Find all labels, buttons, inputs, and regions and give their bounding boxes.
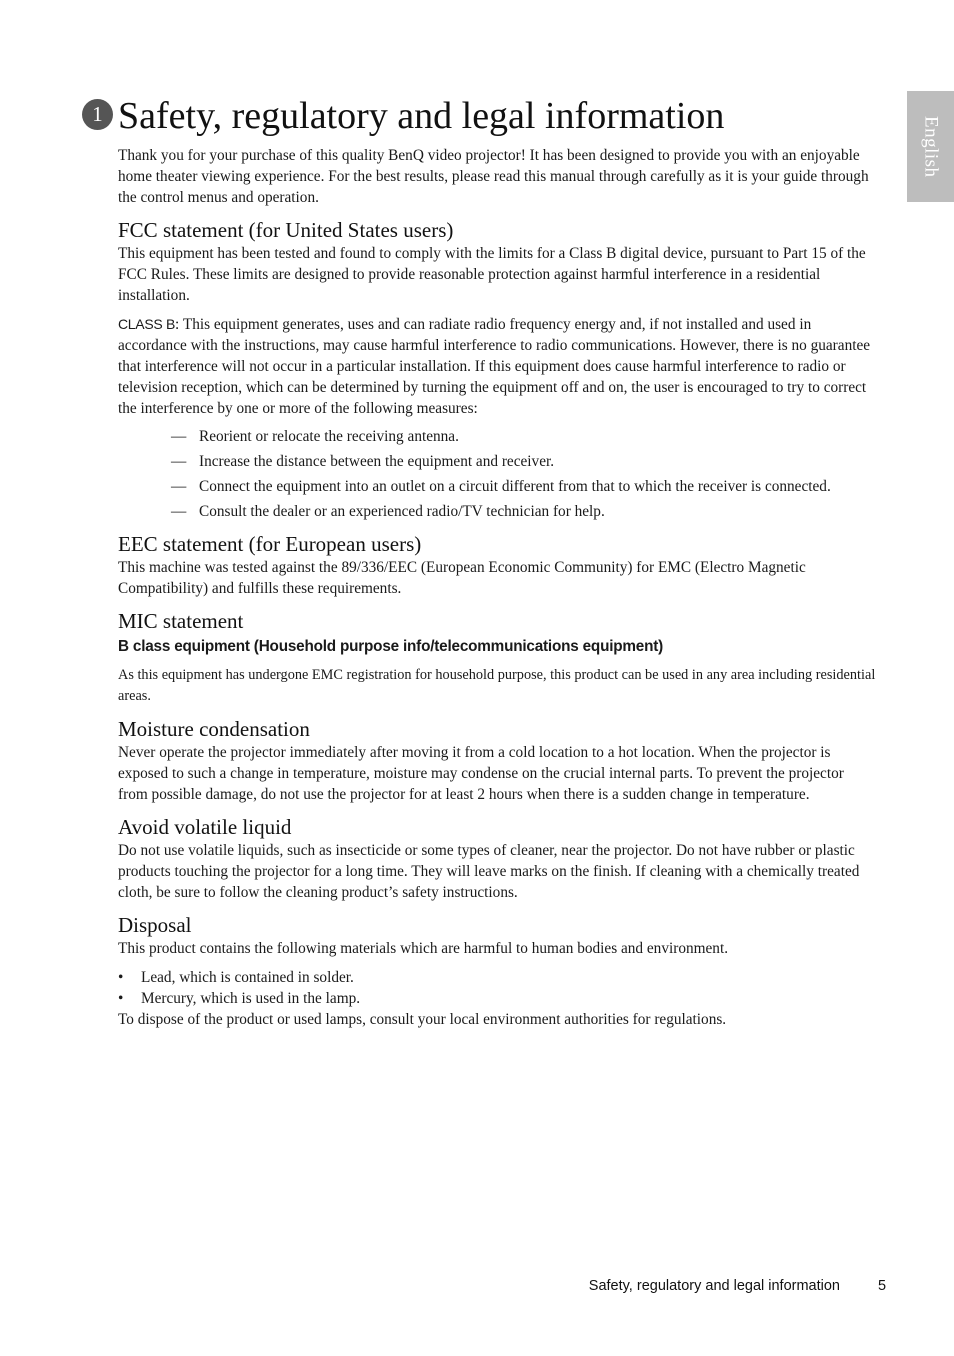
eec-heading: EEC statement (for European users) (118, 532, 422, 556)
language-tab[interactable] (907, 91, 954, 202)
list-item-text: Mercury, which is used in the lamp. (141, 990, 361, 1007)
bullet-marker: • (118, 969, 124, 986)
fcc-paragraph-1: This equipment has been tested and found to comply with the limits for a Class B digital device, pursuant to Part 15 of the FCC Rules. These limits are designed to provide reasonable protection against harmful interference in a residential installation. (118, 245, 866, 304)
list-item-text: Consult the dealer or an experienced radio/TV technician for help. (199, 503, 605, 520)
mic-subheading: B class equipment (Household purpose info/telecommunications equipment) (118, 638, 664, 655)
fcc-heading: FCC statement (for United States users) (118, 218, 454, 242)
list-item (118, 426, 876, 447)
fcc-paragraph-2-text: : This equipment generates, uses and can radiate radio frequency energy and, if not installed and used in accordance with the instructions, may cause harmful interference to radio communications. However, there is no guarantee that interference will not occur in a particular installation. If this equipment does cause harmful interference to radio or television reception, which can be determined by turning the equipment off and on, the user is encouraged to try to correct the interference by one or more of the following measures: (118, 316, 871, 417)
list-item (118, 451, 876, 472)
dash-marker: — (171, 478, 187, 495)
footer-title: Safety, regulatory and legal information (588, 1278, 840, 1294)
dash-marker: — (171, 503, 187, 520)
mic-heading: MIC statement (118, 609, 244, 633)
list-item-text: Increase the distance between the equipment and receiver. (199, 453, 555, 470)
page-title: Safety, regulatory and legal information (118, 95, 725, 137)
list-item (118, 967, 876, 988)
moisture-paragraph: Never operate the projector immediately after moving it from a cold location to a hot location. When the projector is exposed to such a change in temperature, moisture may condense on the crucial internal parts. To prevent the projector from possible damage, do not use the projector for at least 2 hours when there is a sudden change in temperature. (118, 744, 844, 803)
list-item (118, 988, 876, 1009)
list-item-text: Lead, which is contained in solder. (141, 969, 354, 986)
list-item (118, 501, 876, 522)
volatile-paragraph: Do not use volatile liquids, such as insecticide or some types of cleaner, near the projector. Do not have rubber or plastic products touching the projector for a long time. They will leave marks on the finish. If cleaning with a chemically treated cloth, be sure to follow the cleaning product’s safety instructions. (118, 842, 860, 901)
list-item (118, 476, 876, 497)
language-tab-label: English (920, 115, 942, 178)
mic-paragraph: As this equipment has undergone EMC registration for household purpose, this product can be used in any area including residential areas. (118, 667, 876, 704)
chapter-number-badge: 1 (82, 99, 113, 130)
intro-paragraph: Thank you for your purchase of this quality BenQ video projector! It has been designed to provide you with an enjoyable home theater viewing experience. For the best results, please read this manual through carefully as it is your guide through the control menus and operation. (118, 147, 869, 206)
disposal-materials-list (118, 967, 876, 1009)
page-number: 5 (878, 1278, 887, 1294)
list-item-text: Reorient or relocate the receiving antenna. (199, 428, 459, 445)
disposal-paragraph: This product contains the following materials which are harmful to human bodies and environment. (118, 940, 729, 957)
volatile-heading: Avoid volatile liquid (118, 815, 292, 839)
disposal-closing: To dispose of the product or used lamps, consult your local environment authorities for regulations. (118, 1011, 727, 1028)
class-b-label: CLASS B (118, 316, 176, 332)
dash-marker: — (171, 453, 187, 470)
dash-marker: — (171, 428, 187, 445)
eec-paragraph: This machine was tested against the 89/336/EEC (European Economic Community) for EMC (Electro Magnetic Compatibility) and fulfills these requirements. (118, 559, 806, 597)
disposal-heading: Disposal (118, 913, 192, 937)
list-item-text: Connect the equipment into an outlet on a circuit different from that to which the receiver is connected. (199, 478, 831, 495)
page-footer (0, 1278, 954, 1298)
moisture-heading: Moisture condensation (118, 717, 310, 741)
fcc-paragraph-2 (118, 314, 876, 419)
bullet-marker: • (118, 990, 124, 1007)
main-content (118, 145, 876, 1030)
fcc-measures-list (118, 426, 876, 522)
